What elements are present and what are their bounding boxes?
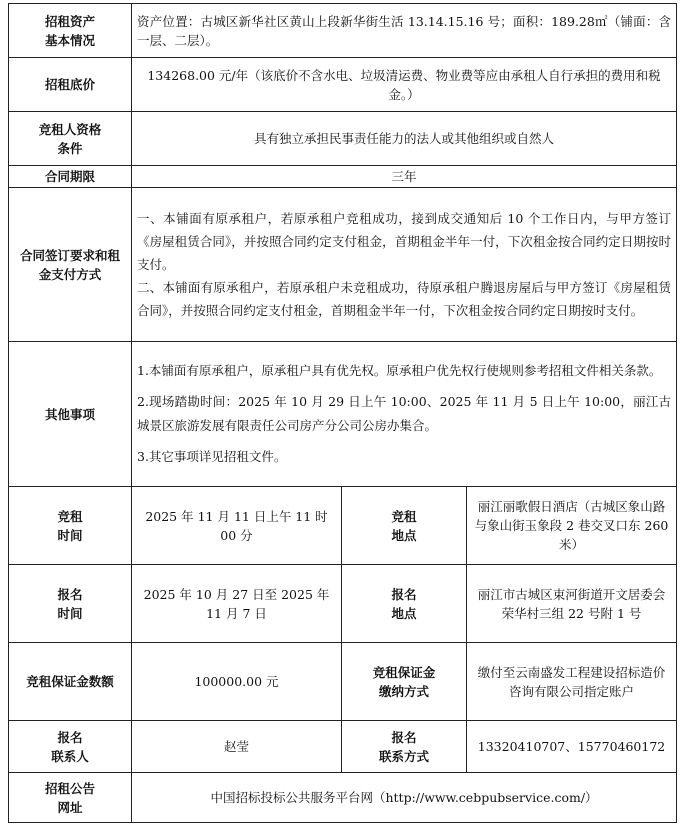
deposit-method-label [342,643,467,721]
other-item-1: 1.本铺面有原承租户，原承租户具有优先权。原承租户优先权行使规则参考招租文件相关条款。 [137,363,662,378]
notice-website-label-line2: 网址 [57,799,83,815]
register-time-label [9,565,132,643]
row-contract-term [9,166,677,188]
register-place-value: 丽江市古城区束河街道开文居委会荣华村三组 22 号附 1 号 [467,565,677,643]
bid-place-label-line2: 地点 [391,527,417,543]
contact-phone-label-line2: 联系方式 [378,748,429,764]
asset-info-label [9,4,132,58]
qualification-label-line1: 竞租人资格 [38,121,102,137]
row-bid [9,487,677,565]
bid-place-value: 丽江丽歌假日酒店（古城区象山路与象山街玉象段 2 巷交叉口东 260 米） [467,487,677,565]
contact-phone-value: 13320410707、15770460172 [467,721,677,773]
contract-clause-2: 二、本铺面有原承租户，若原承租户未竞租成功，待原承租户腾退房屋后与甲方签订《房屋租赁合同》，并按照合同约定支付租金，首期租金半年一付，下次租金按合同约定日期按时支付。 [137,280,672,318]
contact-person-label-line2: 联系人 [51,748,89,764]
register-place-label-line1: 报名 [391,586,417,602]
register-time-label-line2: 时间 [57,605,83,621]
bid-time-label-line1: 竞租 [57,508,83,524]
row-other-matters [9,342,677,487]
register-place-label-line2: 地点 [391,605,417,621]
contact-person-value: 赵莹 [132,721,342,773]
row-asset-info [9,4,677,58]
asset-info-label-line2: 基本情况 [44,32,95,48]
row-registration [9,565,677,643]
notice-website-label [9,773,132,823]
asset-info-value-cell [132,4,677,58]
contract-term-label: 合同期限 [9,166,132,188]
row-qualification [9,112,677,166]
notice-website-label-line1: 招租公告 [44,780,95,796]
register-place-label [342,565,467,643]
contact-person-label [9,721,132,773]
other-item-2: 2.现场踏勘时间：2025 年 10 月 29 日上午 10:00、2025 年 11 月 5 日上午 10:00，丽江古城景区旅游发展有限责任公司房产分公司公房办集合。 [137,394,672,433]
row-contract-payment [9,188,677,342]
bid-time-value: 2025 年 11 月 11 日上午 11 时 00 分 [132,487,342,565]
contract-term-value: 三年 [132,166,677,188]
contract-payment-value-cell [132,188,677,342]
contact-phone-label-line1: 报名 [391,729,417,745]
register-time-label-line1: 报名 [57,586,83,602]
contact-person-label-line1: 报名 [57,729,83,745]
base-price-value-cell [132,58,677,112]
contact-phone-label [342,721,467,773]
rental-info-table [8,3,677,823]
deposit-amount-value: 100000.00 元 [132,643,342,721]
asset-info-value: 资产位置：古城区新华社区黄山上段新华街生活 13.14.15.16 号；面积：189.28㎡（铺面：含一层、二层）。 [137,13,672,48]
deposit-method-value: 缴付至云南盛发工程建设招标造价咨询有限公司指定账户 [467,643,677,721]
notice-website-value: 中国招标投标公共服务平台网（http://www.cebpubservice.com/） [132,773,677,823]
row-deposit [9,643,677,721]
deposit-method-label-line2: 缴纳方式 [378,683,429,699]
other-matters-value-cell [132,342,677,487]
other-matters-label: 其他事项 [9,342,132,487]
asset-info-label-line1: 招租资产 [44,13,95,29]
row-contact [9,721,677,773]
deposit-method-label-line1: 竞租保证金 [372,664,436,680]
bid-time-label-line2: 时间 [57,527,83,543]
deposit-amount-label: 竞租保证金数额 [9,643,132,721]
base-price-label: 招租底价 [9,58,132,112]
contract-payment-label [9,188,132,342]
qualification-value: 具有独立承担民事责任能力的法人或其他组织或自然人 [132,112,677,166]
contract-clause-1: 一、本铺面有原承租户，若原承租户竞租成功，接到成交通知后 10 个工作日内，与甲方签订《房屋租赁合同》，并按照合同约定支付租金，首期租金半年一付，下次租金按合同约定日期按时支付。 [137,211,672,272]
qualification-label [9,112,132,166]
bid-place-label-line1: 竞租 [391,508,417,524]
bid-time-label [9,487,132,565]
contract-payment-label-line1: 合同签订要求和租 [19,247,120,263]
other-item-3: 3.其它事项详见招租文件。 [137,449,287,464]
register-time-value: 2025 年 10 月 27 日至 2025 年 11 月 7 日 [132,565,342,643]
base-price-value: 134268.00 元/年（该底价不含水电、垃圾清运费、物业费等应由承租人自行承担的费用和税金。） [147,67,661,102]
row-notice-website [9,773,677,823]
bid-place-label [342,487,467,565]
qualification-label-line2: 条件 [57,140,83,156]
contract-payment-label-line2: 金支付方式 [38,266,102,282]
row-base-price [9,58,677,112]
